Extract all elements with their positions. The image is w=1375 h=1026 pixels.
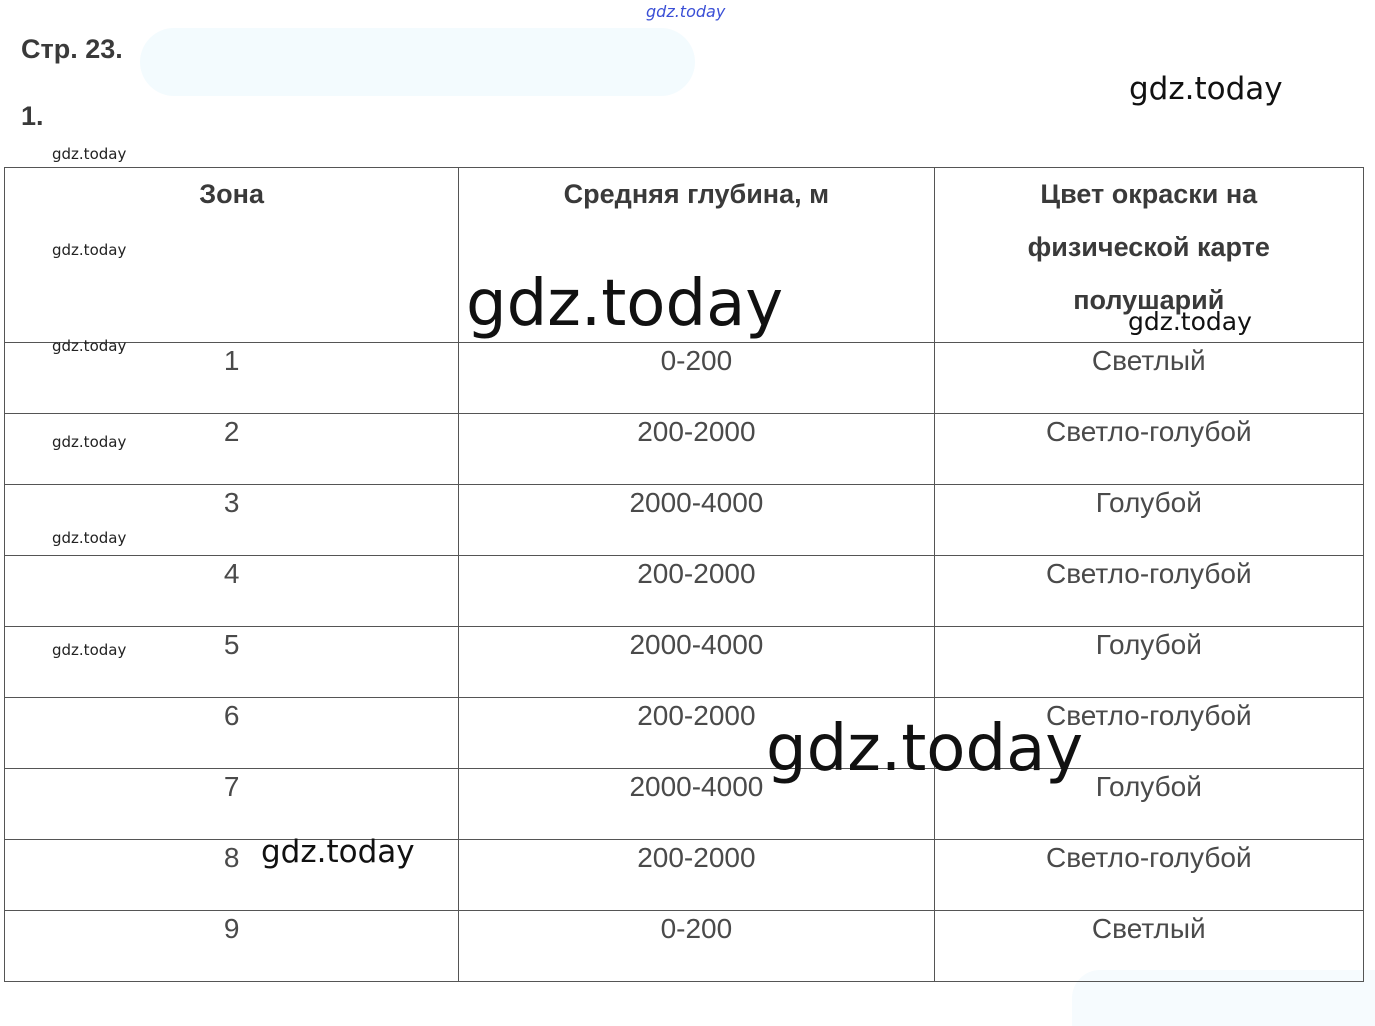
cell-zone: 6 (5, 698, 459, 769)
cell-depth: 200-2000 (459, 698, 934, 769)
watermark: gdz.today (52, 641, 127, 659)
watermark-large: gdz.today (466, 267, 784, 341)
cell-color: Светлый (934, 911, 1363, 982)
watermark: gdz.today (52, 529, 127, 547)
table-row (5, 414, 1364, 485)
cell-depth: 2000-4000 (459, 769, 934, 840)
header-color-text: Цвет окраски на физической карте полушарий (1027, 179, 1270, 315)
cell-color: Светло-голубой (934, 556, 1363, 627)
cell-color: Светло-голубой (934, 840, 1363, 911)
table-row (5, 627, 1364, 698)
watermark: gdz.today (52, 433, 127, 451)
cell-color: Светло-голубой (934, 414, 1363, 485)
watermark: gdz.today (261, 834, 415, 870)
cell-depth: 200-2000 (459, 414, 934, 485)
watermark: gdz.today (1129, 71, 1283, 107)
cell-depth: 0-200 (459, 911, 934, 982)
cell-zone: 3 (5, 485, 459, 556)
table-row (5, 485, 1364, 556)
task-number: 1. (21, 101, 44, 131)
watermark: gdz.today (1128, 307, 1252, 336)
cell-color: Светло-голубой (934, 698, 1363, 769)
table-body (5, 343, 1364, 982)
watermark-large: gdz.today (766, 712, 1084, 786)
header-zone: Зона (5, 168, 459, 343)
cell-depth: 2000-4000 (459, 485, 934, 556)
table-row (5, 911, 1364, 982)
cell-zone: 8 (5, 840, 459, 911)
cell-zone: 1 (5, 343, 459, 414)
table-row (5, 698, 1364, 769)
watermark-top: gdz.today (646, 2, 726, 21)
cell-depth: 0-200 (459, 343, 934, 414)
cell-zone: 2 (5, 414, 459, 485)
cell-color: Голубой (934, 769, 1363, 840)
cell-depth: 200-2000 (459, 556, 934, 627)
cell-zone: 5 (5, 627, 459, 698)
table-row (5, 343, 1364, 414)
cell-color: Голубой (934, 485, 1363, 556)
highlight-blob (140, 28, 695, 96)
table-row (5, 840, 1364, 911)
watermark: gdz.today (52, 241, 127, 259)
watermark: gdz.today (52, 337, 127, 355)
page-label: Стр. 23. (21, 34, 123, 64)
header-depth: Средняя глубина, м (459, 168, 934, 343)
table-row (5, 769, 1364, 840)
cell-color: Светлый (934, 343, 1363, 414)
cell-depth: 200-2000 (459, 840, 934, 911)
cell-zone: 9 (5, 911, 459, 982)
table-row (5, 556, 1364, 627)
cell-zone: 4 (5, 556, 459, 627)
watermark: gdz.today (52, 145, 127, 163)
cell-zone: 7 (5, 769, 459, 840)
cell-depth: 2000-4000 (459, 627, 934, 698)
cell-color: Голубой (934, 627, 1363, 698)
